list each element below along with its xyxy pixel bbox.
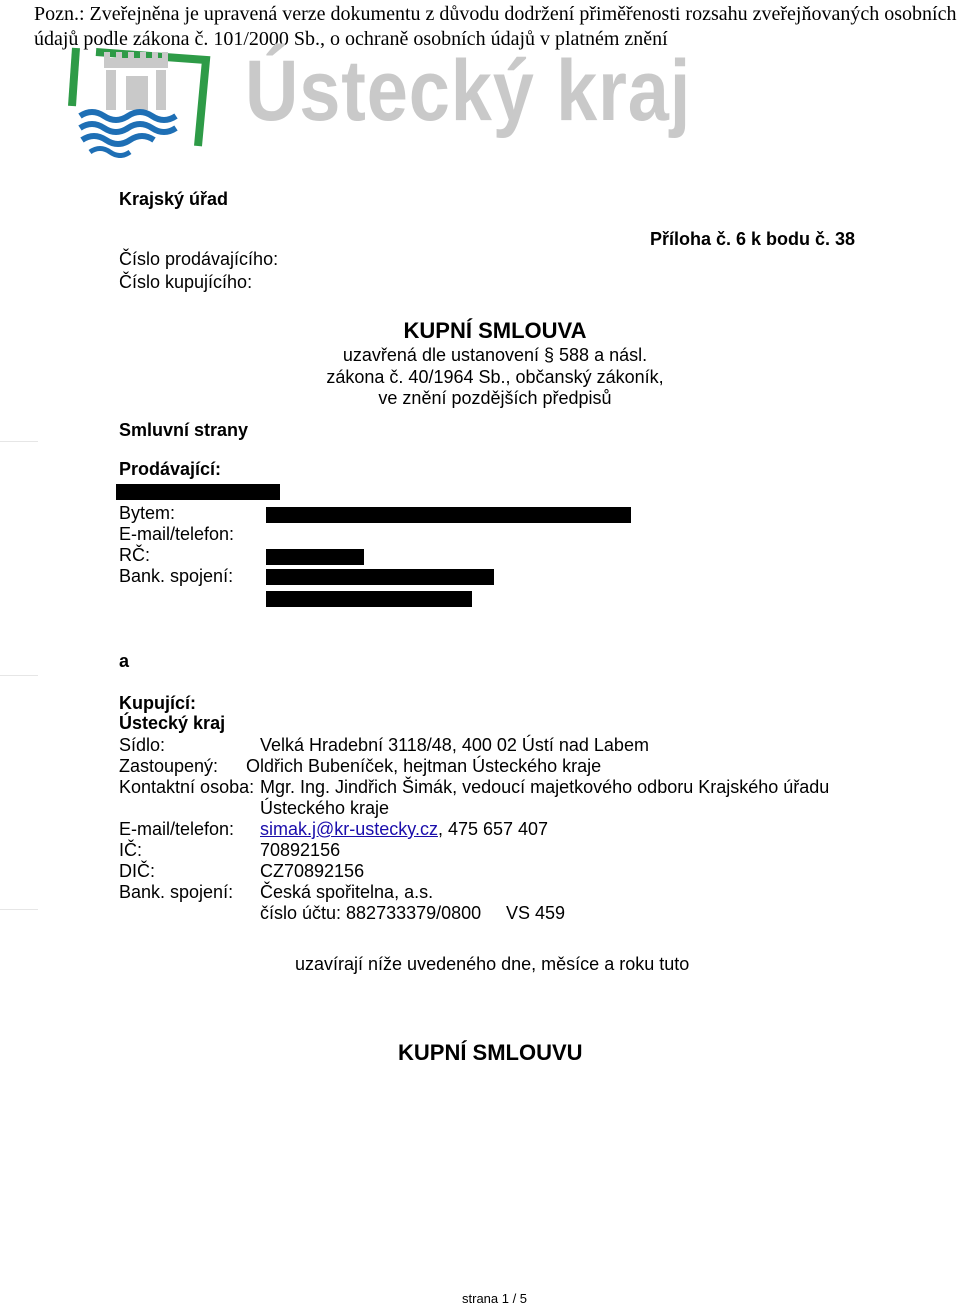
buyer-ic-label: IČ:: [119, 840, 143, 860]
office-name: Krajský úřad: [119, 189, 229, 209]
buyer-name: Ústecký kraj: [119, 713, 226, 733]
buyer-rep-label: Zastoupený:: [119, 756, 219, 776]
attachment-label: Příloha č. 6 k bodu č. 38: [650, 229, 856, 249]
margin-mark: [0, 441, 38, 442]
parties-heading: Smluvní strany: [119, 420, 249, 440]
redaction-bar: [266, 549, 364, 565]
contract-subtitle-2: zákona č. 40/1964 Sb., občanský zákoník,: [326, 367, 664, 387]
buyer-bank-value: Česká spořitelna, a.s.: [260, 882, 434, 902]
redaction-bar: [266, 569, 494, 585]
buyer-rep-value: Oldřich Bubeníček, hejtman Ústeckého kraje: [246, 756, 602, 776]
buyer-phone: , 475 657 407: [437, 819, 549, 839]
seller-number-label: Číslo prodávajícího:: [119, 249, 279, 269]
margin-mark: [0, 675, 38, 676]
castle-waves-logo-icon: [66, 46, 216, 158]
seller-address-label: Bytem:: [119, 503, 176, 523]
buyer-number-label: Číslo kupujícího:: [119, 272, 253, 292]
buyer-contact-value-cont: Ústeckého kraje: [260, 798, 390, 818]
margin-mark: [0, 909, 38, 910]
contract-subtitle-1: uzavřená dle ustanovení § 588 a násl.: [342, 345, 648, 365]
buyer-dic-label: DIČ:: [119, 861, 155, 881]
contract-subtitle-3: ve znění pozdějších předpisů: [378, 388, 612, 408]
and-separator: a: [119, 651, 130, 671]
buyer-email-value: [260, 818, 548, 840]
closing-sentence: uzavírají níže uvedeného dne, měsíce a roku tuto: [295, 954, 690, 974]
buyer-contact-label: Kontaktní osoba:: [119, 777, 255, 797]
closing-title: KUPNÍ SMLOUVU: [398, 1040, 583, 1065]
redaction-bar: [116, 484, 280, 500]
redaction-bar: [266, 507, 631, 523]
seller-email-label: E-mail/telefon:: [119, 524, 235, 544]
seller-rc-label: RČ:: [119, 545, 150, 565]
buyer-account-number: číslo účtu: 882733379/0800: [260, 903, 482, 923]
buyer-heading: Kupující:: [119, 693, 196, 713]
buyer-seat-label: Sídlo:: [119, 735, 166, 755]
logo-wordmark: Ústecký kraj: [245, 43, 692, 139]
buyer-variable-symbol: VS 459: [506, 903, 566, 923]
seller-heading: Prodávající:: [119, 459, 222, 479]
buyer-email-label: E-mail/telefon:: [119, 819, 235, 839]
buyer-contact-value: Mgr. Ing. Jindřich Šimák, vedoucí majetkového odboru Krajského úřadu: [260, 777, 830, 797]
publication-notice-line-1: Pozn.: Zveřejněna je upravená verze dokumentu z důvodu dodržení přiměřenosti rozsahu zveřejňovaných osobních: [34, 3, 957, 25]
contract-title: KUPNÍ SMLOUVA: [403, 318, 587, 343]
seller-bank-label: Bank. spojení:: [119, 566, 234, 586]
buyer-dic-value: CZ70892156: [260, 861, 365, 881]
buyer-seat-value: Velká Hradební 3118/48, 400 02 Ústí nad Labem: [260, 735, 649, 755]
buyer-email-link[interactable]: simak.j@kr-ustecky.cz: [260, 819, 438, 839]
publication-notice-line-2: údajů podle zákona č. 101/2000 Sb., o ochraně osobních údajů v platném znění: [34, 28, 668, 50]
page-number: strana 1 / 5: [462, 1291, 528, 1306]
buyer-bank-label: Bank. spojení:: [119, 882, 234, 902]
buyer-ic-value: 70892156: [260, 840, 341, 860]
redaction-bar: [266, 591, 472, 607]
